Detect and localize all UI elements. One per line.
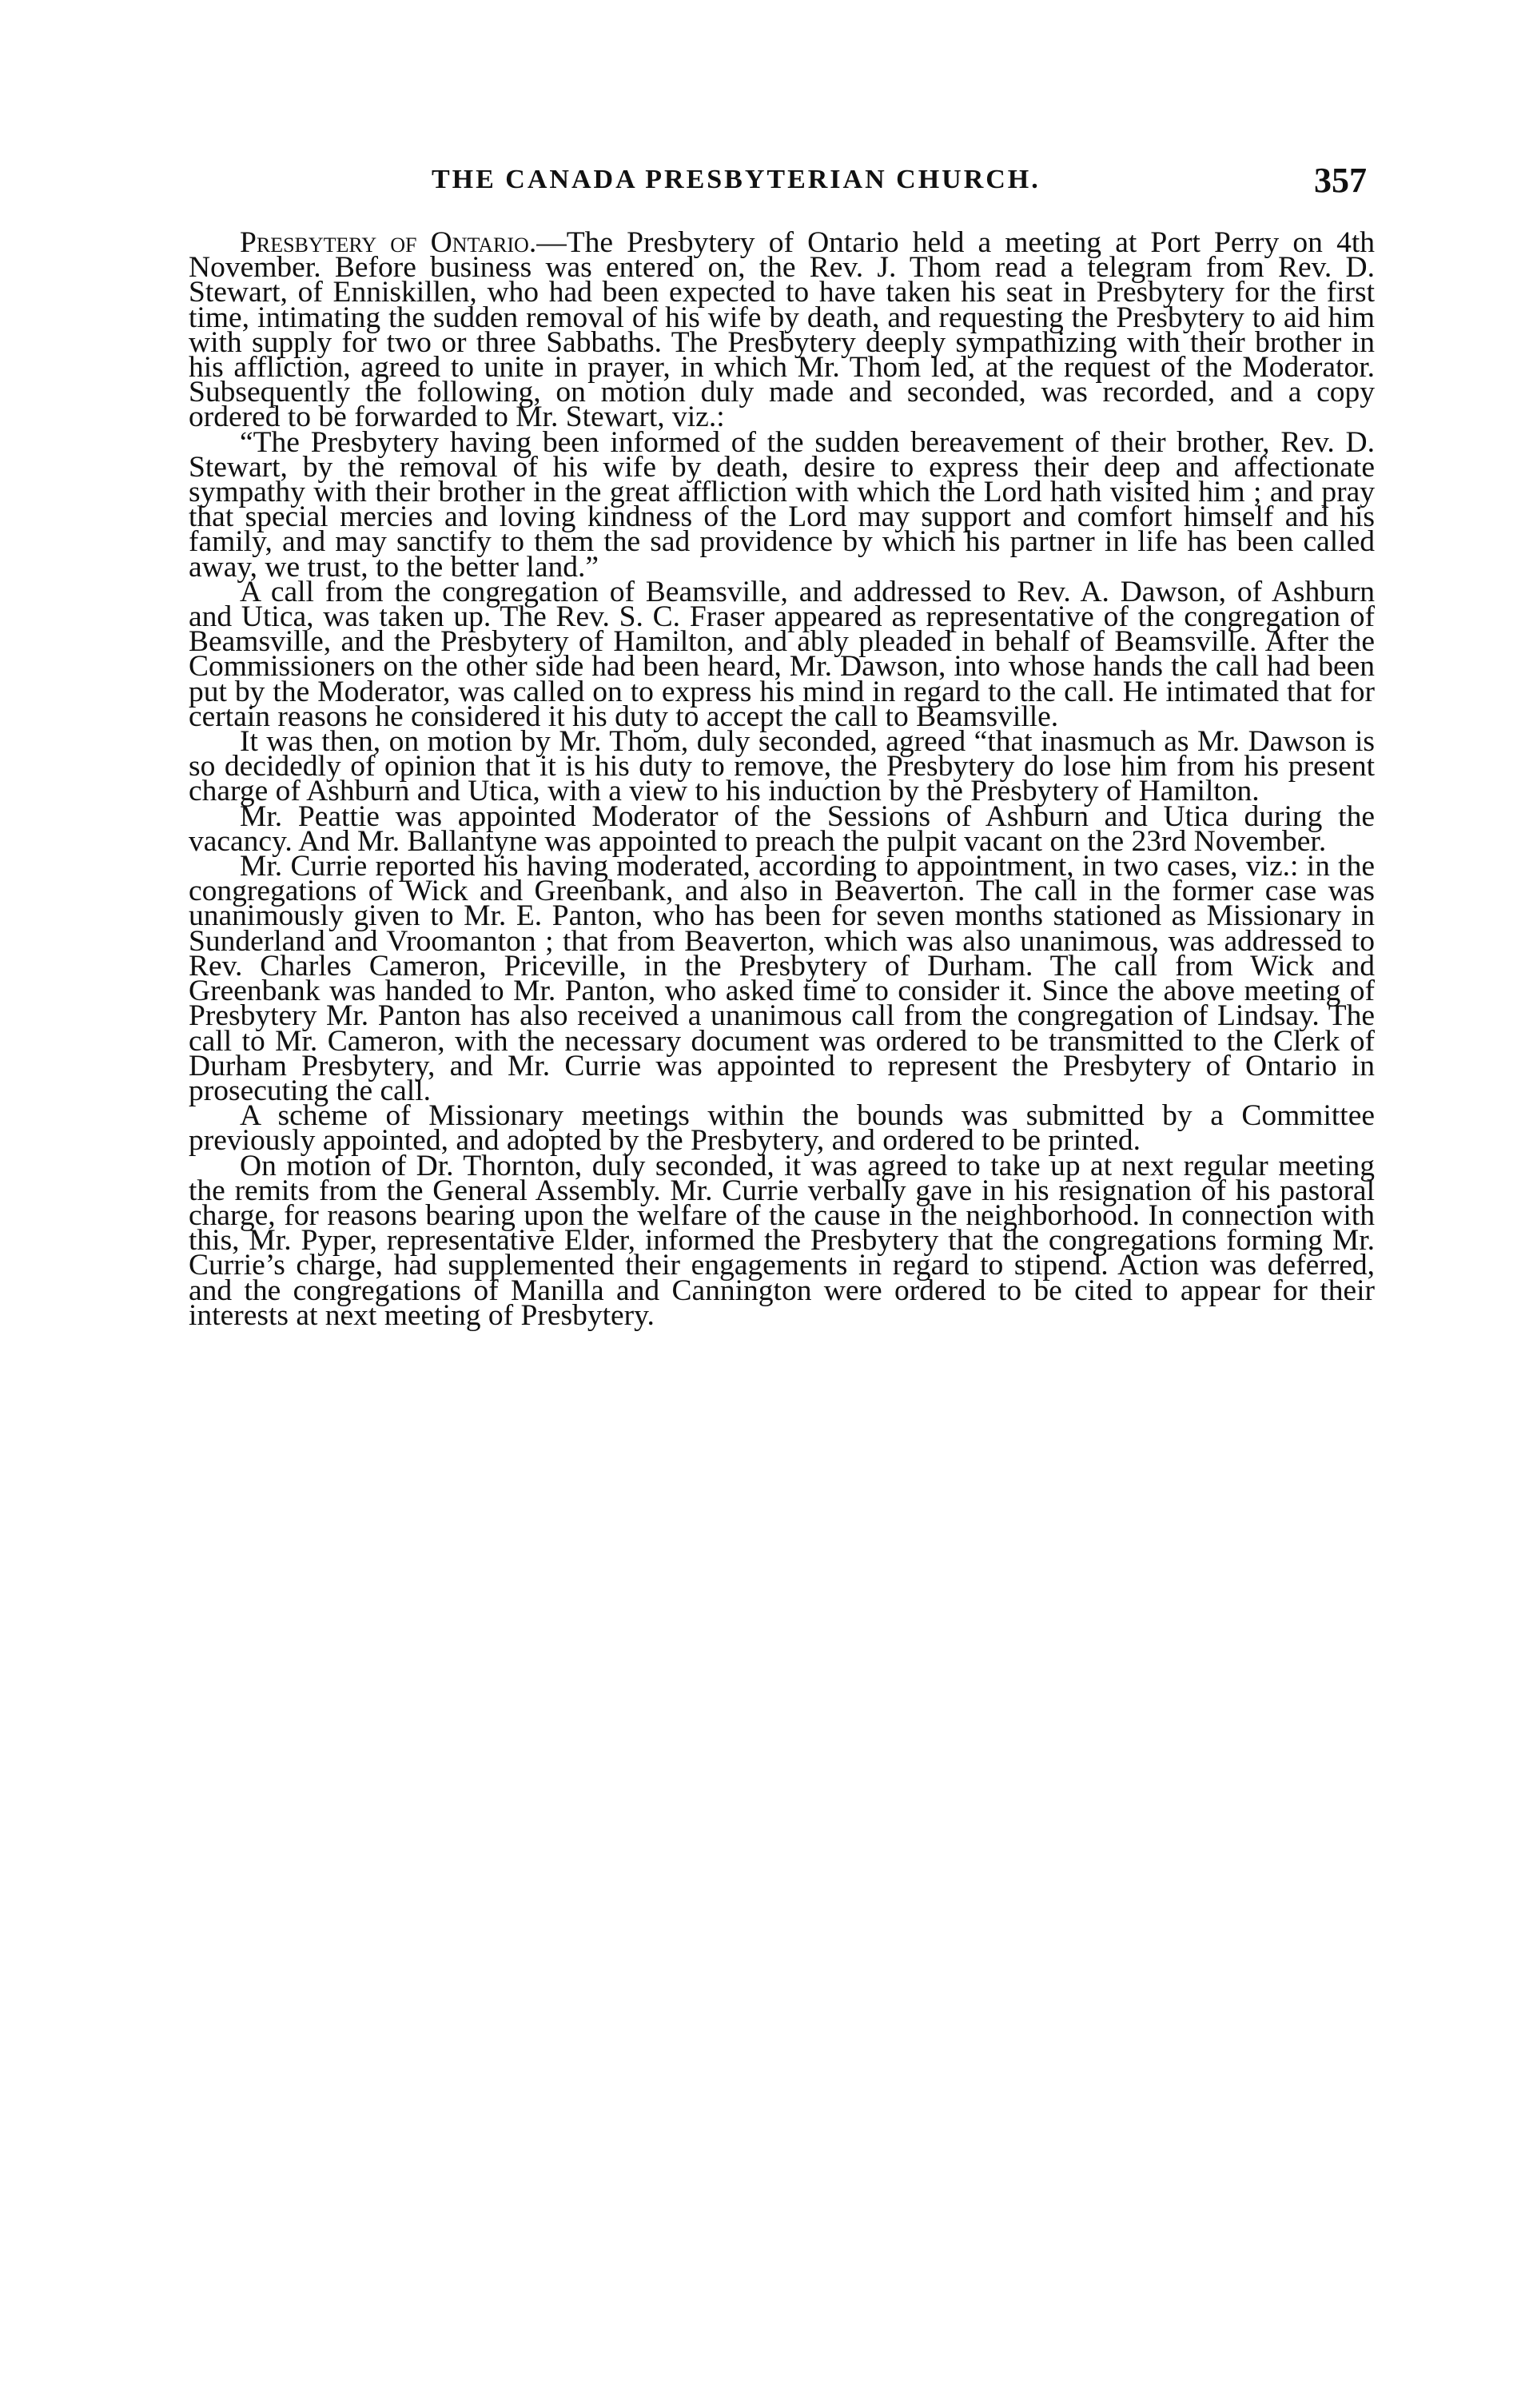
paragraph-3: A call from the congregation of Beamsville, and addressed to Rev. A. Dawson, of Ashburn and Utica, was taken up. The Rev. S. C. Fraser appeared as representative of the congregation of Beamsville, and the Presbytery of Hamilton, and ably pleaded in behalf of Beamsville. After the Commissioners on the other side had been heard, Mr. Dawson, into whose hands the call had been put by the Moderator, was called on to express his mind in regard to the call. He intimated that for certain reasons he considered it his duty to accept the call to Beamsville. [189,575,1375,733]
paragraph-5: Mr. Peattie was appointed Moderator of the Sessions of Ashburn and Utica during the vacancy. And Mr. Ballantyne was appointed to preach the pulpit vacant on the 23rd November. [189,799,1375,858]
page-number: 357 [1314,161,1367,200]
paragraph-2: “The Presbytery having been informed of the sudden bereavement of their brother, Rev. D. Stewart, by the removal of his wife by death, desire to express their deep and affectionate sympathy with their brother in the great affliction with which the Lord hath visited him ; and pray that special mercies and loving kindness of the Lord may support and comfort himself and his family, and may sanctify to them the sad providence by which his partner in life has been called away, we trust, to the better land.” [189,425,1375,584]
running-title: THE CANADA PRESBYTERIAN CHURCH. [432,165,1041,194]
section-heading: Presbytery of Ontario. [240,226,537,259]
article-body [189,226,1375,1332]
paragraph-1 [189,226,1375,434]
paragraph-4: It was then, on motion by Mr. Thom, duly seconded, agreed “that inasmuch as Mr. Dawson is so decidedly of opinion that it is his duty to remove, the Presbytery do lose him from his present charge of Ashburn and Utica, with a view to his induction by the Presbytery of Hamilton. [189,725,1375,808]
paragraph-1-text: —The Presbytery of Ontario held a meeting at Port Perry on 4th November. Before business was entered on, the Rev. J. Thom read a telegram from Rev. D. Stewart, of Enniskillen, who had been expected to have taken his seat in Presbytery for the first time, intimating the sudden removal of his wife by death, and requesting the Presbytery to aid him with supply for two or three Sabbaths. The Presbytery deeply sympathizing with their brother in his affliction, agreed to unite in prayer, in which Mr. Thom led, at the request of the Moderator. Subsequently the following, on motion duly made and seconded, was recorded, and a copy ordered to be forwarded to Mr. Stewart, viz.: [189,226,1375,434]
paragraph-8: On motion of Dr. Thornton, duly seconded, it was agreed to take up at next regular meeting the remits from the General Assembly. Mr. Currie verbally gave in his resignation of his pastoral charge, for reasons bearing upon the welfare of the cause in the neighborhood. In connection with this, Mr. Pyper, representative Elder, informed the Presbytery that the congregations forming Mr. Currie’s charge, had supplemented their engagements in regard to stipend. Action was deferred, and the congregations of Manilla and Cannington were ordered to be cited to appear for their interests at next meeting of Presbytery. [189,1149,1375,1332]
paragraph-7: A scheme of Missionary meetings within the bounds was submitted by a Committee previously appointed, and adopted by the Presbytery, and ordered to be printed. [189,1099,1375,1158]
page-header [240,160,1367,208]
paragraph-6: Mr. Currie reported his having moderated, according to appointment, in two cases, viz.: in the congregations of Wick and Greenbank, and also in Beaverton. The call in the former case was unanimously given to Mr. E. Panton, who has been for seven months stationed as Missionary in Sunderland and Vroomanton ; that from Beaverton, which was also unanimous, was addressed to Rev. Charles Cameron, Priceville, in the Presbytery of Durham. The call from Wick and Greenbank was handed to Mr. Panton, who asked time to consider it. Since the above meeting of Presbytery Mr. Panton has also received a unanimous call from the congregation of Lindsay. The call to Mr. Cameron, with the necessary document was ordered to be transmitted to the Clerk of Durham Presbytery, and Mr. Currie was appointed to represent the Presbytery of Ontario in prosecuting the call. [189,850,1375,1107]
